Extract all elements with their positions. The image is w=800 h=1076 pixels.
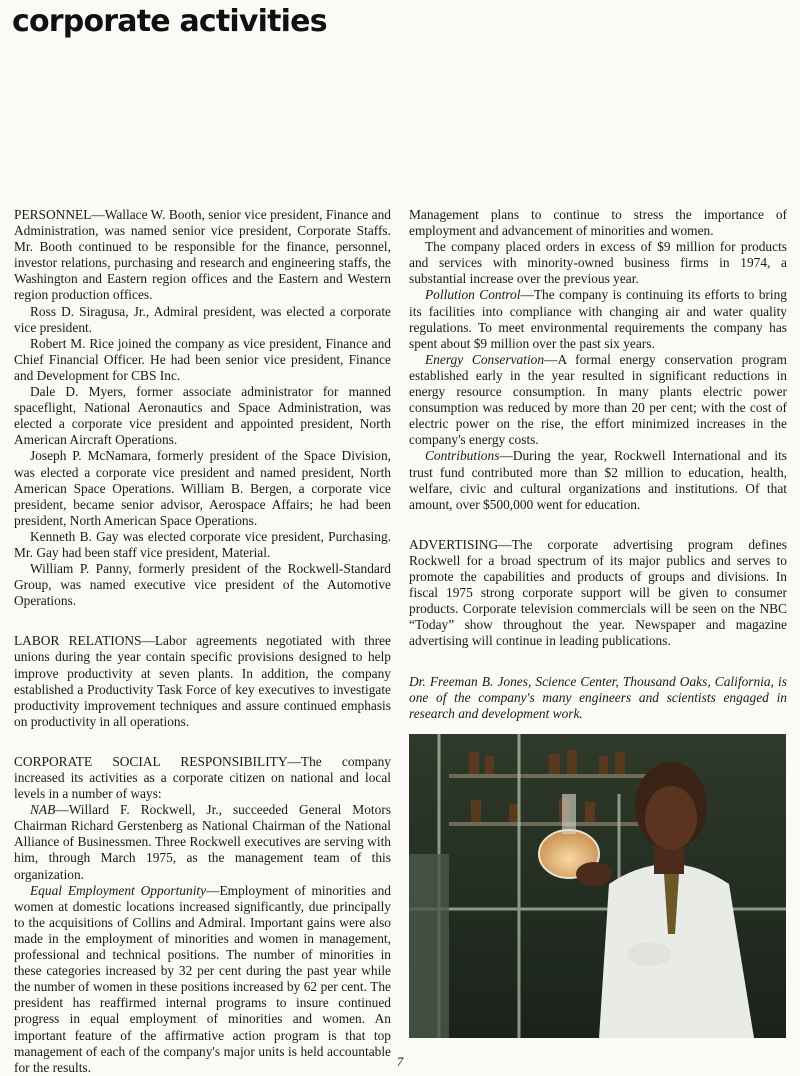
social-responsibility-intro: CORPORATE SOCIAL RESPONSIBILITY—The company increased its activities as a corporate citizen on national and local levels in a number of ways: — [14, 753, 391, 802]
personnel-paragraph: Robert M. Rice joined the company as vice president, Finance and Chief Financial Officer. He had been senior vice president, Finance and Development for CBS Inc. — [14, 335, 391, 383]
pollution-text: —The company is continuing its efforts to bring its facilities into compliance with changing air and water quality regulations. To meet environmental requirements the company has spent about $9 million over the past six years. — [409, 287, 787, 351]
photo-caption: Dr. Freeman B. Jones, Science Center, Thousand Oaks, California, is one of the company's many engineers and scientists engaged in research and development work. — [409, 674, 787, 722]
personnel-paragraph: Ross D. Siragusa, Jr., Admiral president, was elected a corporate vice president. — [14, 303, 391, 335]
laboratory-photo — [409, 734, 786, 1038]
laboratory-scene-image — [409, 734, 786, 1038]
personnel-paragraph: PERSONNEL—Wallace W. Booth, senior vice president, Finance and Administration, was named senior vice president, Corporate Staffs. Mr. Booth continued to be responsible for the finance, personnel, investor relations, purchasing and research and engineering staffs, the Washington and Eastern region offices and the Eastern and Western region production offices. — [14, 207, 391, 303]
pollution-label: Pollution Control — [425, 287, 521, 303]
nab-paragraph — [14, 802, 391, 882]
personnel-paragraph: Dale D. Myers, former associate administrator for manned spaceflight, National Aeronautics and Space Administration, was elected a corporate vice president and appointed president, North American Aircraft Operations. — [14, 384, 391, 448]
contributions-text: —During the year, Rockwell International and its trust fund contributed more than $2 million to education, health, welfare, civic and cultural organizations and institutions. Of that amount, over $500,000 went for education. — [409, 448, 787, 512]
personnel-paragraph: Kenneth B. Gay was elected corporate vice president, Purchasing. Mr. Gay had been staff vice president, Material. — [14, 528, 391, 560]
left-column — [14, 207, 391, 1076]
advertising-paragraph: ADVERTISING—The corporate advertising program defines Rockwell for a broad spectrum of its major publics and serves to promote the capabilities and products of groups and divisions. In fiscal 1975 strong corporate support will be given to consumer products. Corporate television commercials will be seen on the NBC “Today” show throughout the year. Newspaper and magazine advertising will continue in leading publications. — [409, 536, 787, 649]
pollution-paragraph — [409, 287, 787, 351]
energy-text: —A formal energy conservation program established early in the year resulted in significant reductions in energy resource consumption. In many plants electric power consumption was reduced by more than 20 per cent; with the cost of electric power on the rise, the effort minimized increases in the company's energy costs. — [409, 351, 787, 448]
management-plans-paragraph: Management plans to continue to stress the importance of employment and advancement of minorities and women. — [409, 207, 787, 239]
eeo-paragraph — [14, 883, 391, 1076]
labor-relations-paragraph: LABOR RELATIONS—Labor agreements negotiated with three unions during the year contain specific provisions designed to help improve productivity at seven plants. In addition, the company established a Productivity Task Force of key executives to investigate productivity improvement techniques and assure continued emphasis on productivity in all operations. — [14, 633, 391, 729]
personnel-paragraph: Joseph P. McNamara, formerly president of the Space Division, was elected a corporate vice president and named president, North American Space Operations. William B. Bergen, a corporate vice president, became senior advisor, Aerospace Affairs; he had been president, North American Space Operations. — [14, 448, 391, 528]
contributions-paragraph — [409, 448, 787, 512]
energy-paragraph — [409, 352, 787, 449]
minority-orders-paragraph: The company placed orders in excess of $9 million for products and services with minority-owned business firms in 1974, a substantial increase over the previous year. — [409, 239, 787, 287]
eeo-text: —Employment of minorities and women at domestic locations increased significantly, due principally to the acquisitions of Collins and Admiral. Important gains were also made in the employment of minorities and women in management, professional and technical positions. The number of minorities in these categories increased by 32 per cent during the past year while the number of women in these positions increased by 62 per cent. The president has reaffirmed internal programs to insure continued progress in equal employment of minorities and women. An important feature of the affirmative action program is that top management of each of the company's major units is held accountable for the results. — [14, 882, 392, 1075]
nab-label: NAB — [30, 802, 56, 818]
energy-label: Energy Conservation — [425, 351, 545, 367]
personnel-paragraph: William P. Panny, formerly president of the Rockwell-Standard Group, was named executive vice president of the Automotive Operations. — [14, 561, 391, 609]
contributions-label: Contributions — [425, 448, 500, 464]
page-title: corporate activities — [12, 4, 327, 39]
right-column — [409, 207, 787, 649]
nab-text: —Willard F. Rockwell, Jr., succeeded General Motors Chairman Richard Gerstenberg as National Chairman of the National Alliance of Businessmen. Three Rockwell executives are serving with him, through March 1975, as the management team of this organization. — [14, 802, 391, 882]
page-number: 7 — [396, 1054, 404, 1069]
eeo-label: Equal Employment Opportunity — [30, 882, 207, 898]
